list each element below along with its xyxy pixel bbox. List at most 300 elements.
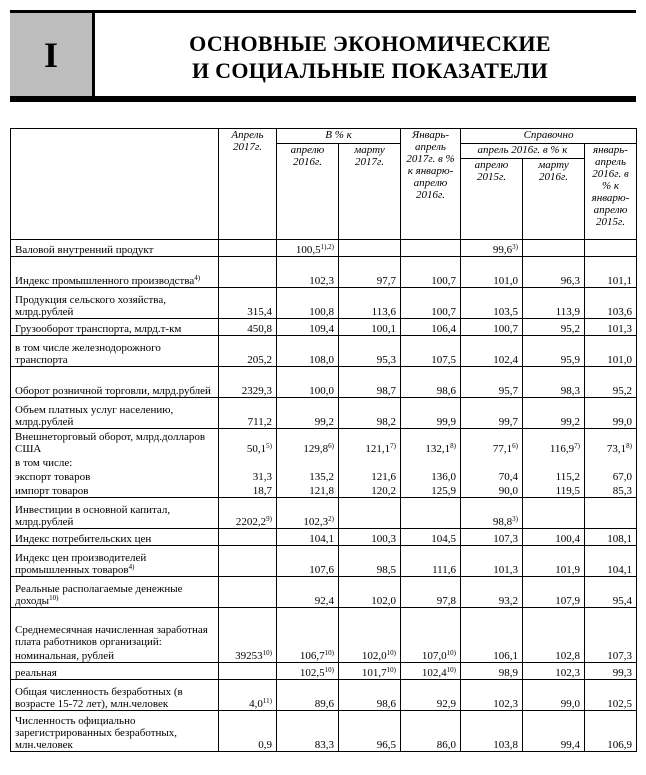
subrow-label [11, 469, 219, 483]
cell-value: 102,4 [493, 354, 518, 366]
cell-c6 [523, 608, 585, 649]
cell-value: 125,9 [431, 485, 456, 497]
row-label-text: Объем платных услуг населению, млрд.рублей [15, 404, 174, 428]
cell-value: 97,8 [436, 595, 456, 607]
cell-c2 [277, 469, 339, 483]
cell-c3 [339, 398, 401, 429]
cell-c2 [277, 240, 339, 257]
cell-footnote: 1),2) [320, 243, 334, 251]
cell-c2 [277, 680, 339, 711]
cell-c5 [461, 711, 523, 752]
cell-footnote: 8) [450, 442, 456, 450]
cell-c2 [277, 529, 339, 546]
row-label-text: Валовой внутренний продукт [15, 244, 154, 256]
cell-c7 [585, 336, 637, 367]
cell-value: 102,8 [555, 650, 580, 662]
cell-value: 98,9 [498, 667, 518, 679]
cell-value: 120,2 [371, 485, 396, 497]
cell-c3 [339, 648, 401, 663]
cell-c2 [277, 398, 339, 429]
subrow-label-text: импорт товаров [15, 485, 89, 497]
cell-c1 [219, 429, 277, 456]
col-header-april-2017: Апрель 2017г. [219, 129, 277, 240]
cell-footnote: 10) [446, 649, 456, 657]
table-row [11, 498, 637, 529]
cell-value: 101,3 [493, 564, 518, 576]
section-number-box [10, 13, 95, 96]
cell-c6 [523, 577, 585, 608]
section-header [10, 10, 636, 96]
cell-c4 [401, 257, 461, 288]
cell-c6 [523, 469, 585, 483]
table-row [11, 663, 637, 680]
table-row [11, 319, 637, 336]
cell-c2 [277, 577, 339, 608]
cell-footnote: 2) [328, 515, 334, 523]
cell-value: 315,4 [247, 306, 272, 318]
cell-c4 [401, 711, 461, 752]
cell-footnote: 10) [386, 666, 396, 674]
cell-c6 [523, 663, 585, 680]
cell-c6 [523, 546, 585, 577]
cell-value: 107,6 [309, 564, 334, 576]
cell-footnote: 3) [512, 515, 518, 523]
cell-c3 [339, 469, 401, 483]
cell-value: 77,1 [492, 443, 513, 455]
cell-c7 [585, 319, 637, 336]
row-label [11, 398, 219, 429]
row-label-footnote: 4) [194, 274, 201, 282]
cell-value: 102,4 [421, 667, 447, 679]
cell-value: 98,3 [560, 385, 580, 397]
cell-value: 102,5 [299, 667, 325, 679]
cell-value: 73,1 [606, 443, 627, 455]
cell-value: 102,3 [493, 698, 518, 710]
cell-c4 [401, 429, 461, 456]
table-row [11, 257, 637, 288]
cell-value: 102,0 [361, 650, 387, 662]
cell-value: 102,3 [303, 516, 329, 528]
section-title-line1: ОСНОВНЫЕ ЭКОНОМИЧЕСКИЕ [189, 31, 551, 56]
cell-c4 [401, 483, 461, 498]
cell-value: 96,3 [560, 275, 580, 287]
cell-c1 [219, 498, 277, 529]
cell-value: 96,5 [376, 739, 396, 751]
cell-c7 [585, 608, 637, 649]
subrow-label-text: в том числе: [15, 457, 73, 469]
cell-value: 108,0 [309, 354, 334, 366]
table-row [11, 608, 637, 649]
cell-footnote: 7) [574, 442, 580, 450]
subrow-label [11, 648, 219, 663]
cell-c4 [401, 546, 461, 577]
subrow-label-text: номинальная, рублей [15, 650, 115, 662]
cell-value: 103,8 [493, 739, 518, 751]
cell-value: 99,0 [612, 416, 633, 428]
row-label [11, 680, 219, 711]
cell-value: 109,4 [309, 323, 334, 335]
cell-value: 107,3 [493, 533, 518, 545]
cell-c2 [277, 608, 339, 649]
cell-c3 [339, 455, 401, 469]
cell-c2 [277, 455, 339, 469]
cell-value: 101,0 [493, 275, 518, 287]
cell-footnote: 10) [324, 666, 334, 674]
table-row [11, 546, 637, 577]
cell-c6 [523, 336, 585, 367]
cell-value: 99,2 [314, 416, 334, 428]
section-title-line2: И СОЦИАЛЬНЫЕ ПОКАЗАТЕЛИ [191, 58, 549, 83]
subrow-label [11, 455, 219, 469]
header-top-rule [10, 10, 636, 13]
cell-c4 [401, 469, 461, 483]
cell-value: 99,6 [492, 244, 513, 256]
cell-c3 [339, 429, 401, 456]
cell-value: 106,4 [431, 323, 456, 335]
cell-c4 [401, 240, 461, 257]
cell-c7 [585, 498, 637, 529]
cell-c3 [339, 288, 401, 319]
cell-value: 31,3 [252, 471, 272, 483]
subrow-label-text: экспорт товаров [15, 471, 91, 483]
cell-value: 107,5 [431, 354, 456, 366]
table-subrow [11, 455, 637, 469]
row-label [11, 529, 219, 546]
cell-c7 [585, 288, 637, 319]
cell-c5 [461, 429, 523, 456]
cell-c3 [339, 483, 401, 498]
cell-c6 [523, 429, 585, 456]
table-row [11, 529, 637, 546]
cell-value: 95,2 [612, 385, 633, 397]
cell-value: 70,4 [498, 471, 518, 483]
cell-c4 [401, 608, 461, 649]
cell-c6 [523, 529, 585, 546]
cell-value: 108,1 [607, 533, 633, 545]
cell-value: 104,1 [607, 564, 633, 576]
cell-footnote: 11) [262, 697, 272, 705]
cell-c5 [461, 398, 523, 429]
cell-value: 101,0 [607, 354, 633, 366]
cell-c5 [461, 240, 523, 257]
cell-value: 113,6 [371, 306, 396, 318]
cell-c6 [523, 398, 585, 429]
cell-value: 100,1 [371, 323, 396, 335]
row-label [11, 288, 219, 319]
cell-footnote: 9) [266, 515, 272, 523]
row-label [11, 319, 219, 336]
cell-c7 [585, 529, 637, 546]
cell-c5 [461, 319, 523, 336]
cell-c6 [523, 288, 585, 319]
row-label [11, 498, 219, 529]
col-group-reference-sub: апрель 2016г. в % к [461, 144, 585, 159]
cell-footnote: 6) [512, 442, 518, 450]
cell-value: 67,0 [612, 471, 633, 483]
cell-value: 121,1 [365, 443, 391, 455]
cell-c7 [585, 455, 637, 469]
cell-value: 103,5 [493, 306, 518, 318]
cell-c4 [401, 648, 461, 663]
cell-c4 [401, 577, 461, 608]
cell-c1 [219, 648, 277, 663]
table-row [11, 288, 637, 319]
table-body [11, 240, 637, 752]
cell-c1 [219, 469, 277, 483]
cell-c3 [339, 546, 401, 577]
cell-c5 [461, 608, 523, 649]
cell-c7 [585, 546, 637, 577]
cell-c1 [219, 608, 277, 649]
cell-value: 4,0 [249, 698, 263, 710]
cell-c6 [523, 257, 585, 288]
cell-value: 93,2 [498, 595, 518, 607]
header-bottom-rule [10, 96, 636, 102]
cell-value: 0,9 [258, 739, 272, 751]
cell-value: 95,2 [560, 323, 580, 335]
cell-value: 99,2 [560, 416, 580, 428]
cell-value: 100,5 [295, 244, 321, 256]
cell-value: 97,7 [376, 275, 396, 287]
cell-value: 113,9 [555, 306, 580, 318]
cell-c7 [585, 483, 637, 498]
cell-value: 132,1 [425, 443, 451, 455]
cell-c6 [523, 498, 585, 529]
cell-c5 [461, 577, 523, 608]
table-row [11, 240, 637, 257]
header-blank-cell [11, 129, 219, 240]
cell-c2 [277, 367, 339, 398]
cell-c2 [277, 319, 339, 336]
cell-c6 [523, 711, 585, 752]
cell-value: 119,5 [555, 485, 580, 497]
cell-c2 [277, 336, 339, 367]
cell-value: 101,7 [361, 667, 387, 679]
cell-value: 98,6 [436, 385, 456, 397]
cell-value: 99,4 [560, 739, 580, 751]
cell-c4 [401, 367, 461, 398]
cell-footnote: 7) [390, 442, 396, 450]
cell-c1 [219, 680, 277, 711]
cell-value: 92,4 [314, 595, 334, 607]
cell-value: 106,9 [607, 739, 633, 751]
cell-c7 [585, 398, 637, 429]
cell-value: 136,0 [431, 471, 456, 483]
cell-c2 [277, 663, 339, 680]
cell-value: 98,2 [376, 416, 396, 428]
cell-value: 100,4 [555, 533, 580, 545]
cell-c7 [585, 240, 637, 257]
cell-footnote: 10) [446, 666, 456, 674]
cell-c5 [461, 367, 523, 398]
cell-c7 [585, 577, 637, 608]
cell-c3 [339, 608, 401, 649]
cell-value: 99,7 [498, 416, 518, 428]
cell-c3 [339, 680, 401, 711]
cell-value: 83,3 [314, 739, 334, 751]
cell-c3 [339, 577, 401, 608]
col-header-ref-mar-2016: марту 2016г. [523, 159, 585, 240]
cell-c3 [339, 711, 401, 752]
col-header-mar-2017: марту 2017г. [339, 144, 401, 240]
cell-c7 [585, 367, 637, 398]
row-label-text: Грузооборот транспорта, млрд.т-км [15, 323, 182, 335]
cell-value: 135,2 [309, 471, 334, 483]
row-label-text: в том числе железнодорожного транспорта [15, 342, 161, 366]
cell-c1 [219, 240, 277, 257]
cell-footnote: 8) [626, 442, 633, 450]
cell-c2 [277, 648, 339, 663]
row-label-footnote: 10) [49, 594, 59, 602]
cell-value: 106,7 [299, 650, 325, 662]
cell-value: 85,3 [612, 485, 633, 497]
cell-footnote: 10) [324, 649, 334, 657]
table-row [11, 680, 637, 711]
row-label-text: Индекс цен производителей промышленных товаров [15, 552, 147, 576]
cell-c3 [339, 663, 401, 680]
cell-c6 [523, 367, 585, 398]
cell-c4 [401, 398, 461, 429]
row-label [11, 336, 219, 367]
cell-c7 [585, 469, 637, 483]
subrow-label [11, 483, 219, 498]
cell-c5 [461, 455, 523, 469]
col-header-apr-2016: апрелю 2016г. [277, 144, 339, 240]
section-title [110, 30, 630, 84]
cell-value: 107,3 [607, 650, 633, 662]
cell-value: 98,8 [492, 516, 513, 528]
cell-c2 [277, 429, 339, 456]
row-label-text: Оборот розничной торговли, млрд.рублей [15, 385, 211, 397]
row-label [11, 429, 219, 456]
cell-value: 2329,3 [241, 385, 272, 397]
cell-c2 [277, 257, 339, 288]
table-row [11, 577, 637, 608]
table-header [11, 129, 637, 240]
cell-footnote: 10) [386, 649, 396, 657]
cell-c3 [339, 319, 401, 336]
col-group-percent: В % к [277, 129, 401, 144]
cell-c6 [523, 319, 585, 336]
cell-footnote: 10) [262, 649, 272, 657]
cell-c1 [219, 257, 277, 288]
cell-c4 [401, 529, 461, 546]
cell-value: 100,0 [309, 385, 334, 397]
row-label [11, 546, 219, 577]
cell-value: 111,6 [432, 564, 456, 576]
cell-c1 [219, 288, 277, 319]
cell-c1 [219, 546, 277, 577]
cell-value: 98,7 [376, 385, 396, 397]
cell-c1 [219, 367, 277, 398]
cell-c7 [585, 648, 637, 663]
cell-value: 102,0 [371, 595, 396, 607]
cell-c5 [461, 529, 523, 546]
cell-value: 100,3 [371, 533, 396, 545]
table-row [11, 336, 637, 367]
cell-c3 [339, 240, 401, 257]
cell-c7 [585, 663, 637, 680]
table-subrow [11, 483, 637, 498]
table-row [11, 711, 637, 752]
cell-c1 [219, 455, 277, 469]
cell-value: 104,1 [309, 533, 334, 545]
cell-value: 104,5 [431, 533, 456, 545]
col-group-reference: Справочно [461, 129, 637, 144]
cell-value: 711,2 [247, 416, 272, 428]
cell-value: 100,7 [431, 306, 456, 318]
table-row [11, 429, 637, 456]
cell-c5 [461, 498, 523, 529]
cell-value: 95,9 [560, 354, 580, 366]
cell-value: 116,9 [549, 443, 575, 455]
col-header-jan-apr: Январь-апрель 2017г. в % к январю-апрелю 2016г. [401, 129, 461, 240]
cell-footnote: 6) [328, 442, 334, 450]
table-row [11, 398, 637, 429]
table-subrow [11, 469, 637, 483]
row-label-text: Продукция сельского хозяйства, млрд.рублей [15, 294, 166, 318]
cell-value: 86,0 [436, 739, 456, 751]
cell-c3 [339, 257, 401, 288]
cell-value: 95,4 [612, 595, 633, 607]
cell-c5 [461, 663, 523, 680]
cell-value: 100,7 [431, 275, 456, 287]
cell-c1 [219, 577, 277, 608]
row-label-text: Индекс потребительских цен [15, 533, 152, 545]
section-number: I [43, 34, 58, 75]
row-label-text: Среднемесячная начисленная заработная плата работников организаций: [15, 624, 208, 648]
row-label [11, 240, 219, 257]
cell-footnote: 5) [266, 442, 272, 450]
row-label-footnote: 4) [128, 563, 135, 571]
cell-value: 95,7 [498, 385, 518, 397]
cell-value: 101,9 [555, 564, 580, 576]
cell-value: 2202,2 [235, 516, 267, 528]
cell-c2 [277, 288, 339, 319]
row-label [11, 257, 219, 288]
cell-c4 [401, 288, 461, 319]
cell-c7 [585, 429, 637, 456]
cell-value: 102,5 [607, 698, 633, 710]
row-label-text: Численность официально зарегистрированных безработных, млн.человек [15, 715, 178, 751]
cell-value: 121,6 [371, 471, 396, 483]
cell-value: 107,9 [555, 595, 580, 607]
cell-c6 [523, 648, 585, 663]
cell-value: 106,1 [493, 650, 518, 662]
row-label-text: Индекс промышленного производства [15, 275, 195, 287]
cell-c2 [277, 546, 339, 577]
cell-value: 18,7 [252, 485, 272, 497]
cell-c7 [585, 680, 637, 711]
cell-c5 [461, 336, 523, 367]
cell-c4 [401, 498, 461, 529]
cell-c3 [339, 367, 401, 398]
col-header-ref-jan-apr-2016: январь-апрель 2016г. в % к январю-апрелю 2015г. [585, 144, 637, 240]
cell-value: 98,5 [376, 564, 396, 576]
cell-c6 [523, 483, 585, 498]
cell-value: 100,8 [309, 306, 334, 318]
cell-value: 103,6 [607, 306, 633, 318]
cell-value: 99,3 [612, 667, 633, 679]
cell-c5 [461, 483, 523, 498]
cell-c1 [219, 663, 277, 680]
cell-value: 450,8 [247, 323, 272, 335]
cell-c5 [461, 680, 523, 711]
cell-c2 [277, 483, 339, 498]
cell-value: 115,2 [555, 471, 580, 483]
table-row [11, 367, 637, 398]
cell-value: 50,1 [246, 443, 267, 455]
